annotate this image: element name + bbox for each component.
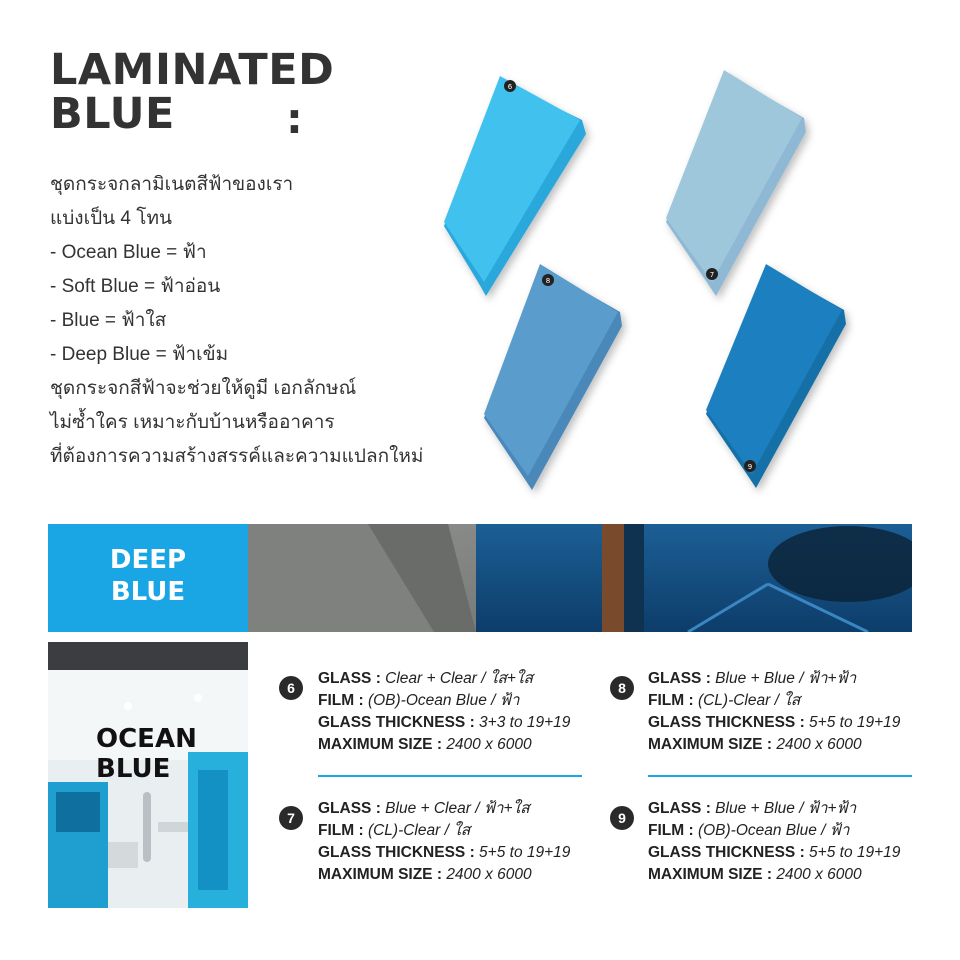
glass-value: Clear + Clear / ใส+ใส bbox=[385, 670, 533, 687]
swatch-9-number: 9 bbox=[747, 463, 753, 471]
deep-blue-banner bbox=[48, 524, 912, 632]
swatch-6-number: 6 bbox=[507, 83, 513, 91]
size-value: 2400 x 6000 bbox=[446, 866, 532, 883]
glass-value: Blue + Blue / ฟ้า+ฟ้า bbox=[715, 670, 857, 687]
description-line: แบ่งเป็น 4 โทน bbox=[50, 208, 172, 229]
size-key: MAXIMUM SIZE : bbox=[648, 866, 777, 883]
ocean-blue-photo bbox=[48, 642, 248, 908]
swatch-7 bbox=[666, 70, 806, 296]
glass-value: Blue + Blue / ฟ้า+ฟ้า bbox=[715, 800, 857, 817]
film-value: (OB)-Ocean Blue / ฟ้า bbox=[697, 822, 850, 839]
thickness-key: GLASS THICKNESS : bbox=[318, 714, 480, 731]
description-line: - Soft Blue = ฟ้าอ่อน bbox=[50, 276, 221, 297]
description-line: - Ocean Blue = ฟ้า bbox=[50, 242, 207, 263]
size-value: 2400 x 6000 bbox=[446, 736, 532, 753]
spec-9 bbox=[648, 798, 900, 886]
spec-9-badge: 9 bbox=[610, 806, 634, 830]
film-value: (CL)-Clear / ใส bbox=[367, 822, 471, 839]
thickness-value: 3+3 to 19+19 bbox=[479, 714, 571, 731]
film-key: FILM : bbox=[648, 692, 698, 709]
description-line: ชุดกระจกลามิเนตสีฟ้าของเรา bbox=[50, 174, 294, 195]
title-line-2: BLUE bbox=[50, 89, 175, 139]
size-key: MAXIMUM SIZE : bbox=[318, 736, 447, 753]
description-line: - Deep Blue = ฟ้าเข้ม bbox=[50, 344, 229, 365]
spec-7-badge: 7 bbox=[279, 806, 303, 830]
swatch-6 bbox=[444, 76, 586, 296]
description-line: - Blue = ฟ้าใส bbox=[50, 310, 167, 331]
spec-8-divider bbox=[648, 775, 912, 777]
deep-blue-photo bbox=[248, 524, 912, 632]
size-value: 2400 x 6000 bbox=[776, 866, 862, 883]
glass-key: GLASS : bbox=[318, 800, 386, 817]
deep-blue-line-2: BLUE bbox=[110, 577, 186, 607]
thickness-value: 5+5 to 19+19 bbox=[479, 844, 571, 861]
film-value: (OB)-Ocean Blue / ฟ้า bbox=[367, 692, 520, 709]
title-colon: : bbox=[286, 94, 303, 143]
thickness-value: 5+5 to 19+19 bbox=[809, 844, 901, 861]
deep-blue-label-box bbox=[48, 524, 248, 632]
glass-key: GLASS : bbox=[648, 800, 716, 817]
ocean-line-2: BLUE bbox=[96, 754, 171, 784]
description-line: ที่ต้องการความสร้างสรรค์และความแปลกใหม่ bbox=[50, 446, 424, 467]
description-line: ชุดกระจกสีฟ้าจะช่วยให้ดูมี เอกลักษณ์ bbox=[50, 378, 357, 399]
spec-8 bbox=[648, 668, 900, 756]
film-key: FILM : bbox=[648, 822, 698, 839]
film-key: FILM : bbox=[318, 822, 368, 839]
thickness-key: GLASS THICKNESS : bbox=[648, 844, 810, 861]
ocean-blue-label bbox=[96, 724, 197, 784]
spec-8-badge: 8 bbox=[610, 676, 634, 700]
swatch-8 bbox=[484, 264, 622, 490]
glass-value: Blue + Clear / ฟ้า+ใส bbox=[385, 800, 530, 817]
spec-7 bbox=[318, 798, 570, 886]
swatch-8-number: 8 bbox=[545, 277, 551, 285]
glass-key: GLASS : bbox=[318, 670, 386, 687]
description-line: ไม่ซ้ำใคร เหมาะกับบ้านหรืออาคาร bbox=[50, 412, 335, 433]
title-line-1: LAMINATED bbox=[50, 45, 335, 95]
spec-6 bbox=[318, 668, 570, 756]
thickness-value: 5+5 to 19+19 bbox=[809, 714, 901, 731]
deep-blue-label bbox=[48, 544, 248, 608]
spec-6-divider bbox=[318, 775, 582, 777]
film-key: FILM : bbox=[318, 692, 368, 709]
spec-6-badge: 6 bbox=[279, 676, 303, 700]
size-value: 2400 x 6000 bbox=[776, 736, 862, 753]
size-key: MAXIMUM SIZE : bbox=[648, 736, 777, 753]
ocean-line-1: OCEAN bbox=[96, 724, 197, 754]
thickness-key: GLASS THICKNESS : bbox=[318, 844, 480, 861]
swatch-9 bbox=[706, 264, 846, 488]
size-key: MAXIMUM SIZE : bbox=[318, 866, 447, 883]
deep-blue-line-1: DEEP bbox=[109, 545, 187, 575]
glass-key: GLASS : bbox=[648, 670, 716, 687]
film-value: (CL)-Clear / ใส bbox=[697, 692, 801, 709]
thickness-key: GLASS THICKNESS : bbox=[648, 714, 810, 731]
swatch-7-number: 7 bbox=[709, 271, 715, 279]
